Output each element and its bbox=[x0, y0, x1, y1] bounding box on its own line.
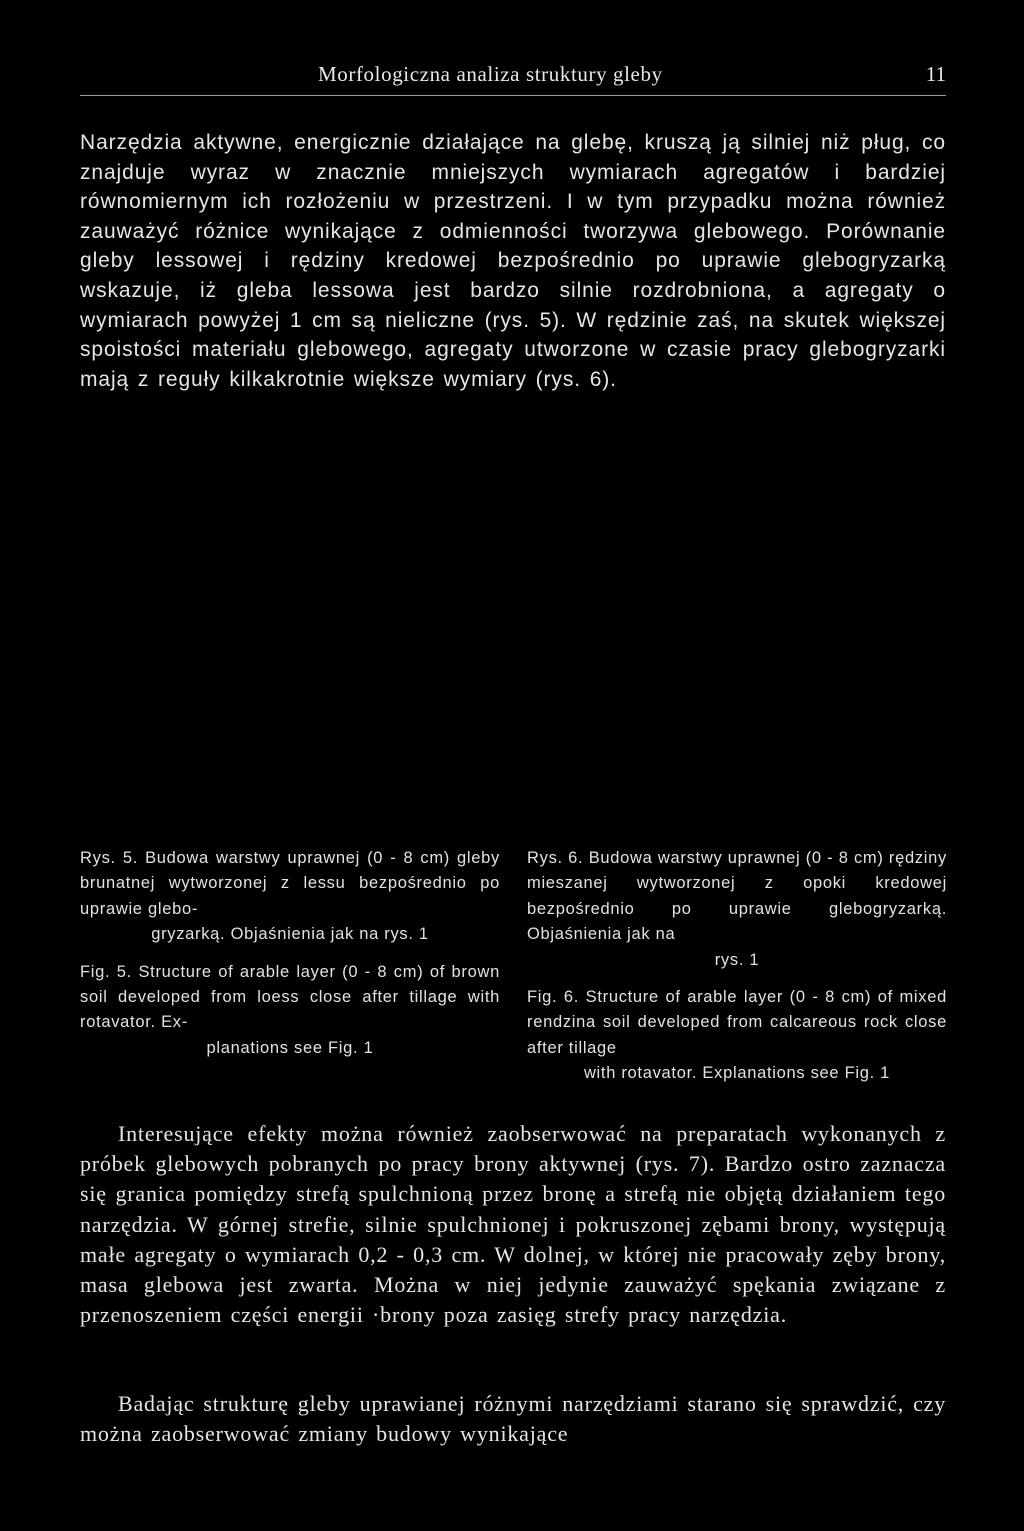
header-rule bbox=[80, 95, 946, 96]
caption-figure-6-english-text: Fig. 6. Structure of arable layer (0 - 8 cm) of mixed rendzina soil developed from calcareous rock close after tillage bbox=[527, 988, 947, 1057]
caption-figure-5 bbox=[80, 846, 500, 1073]
caption-figure-6-english-last-line: with rotavator. Explanations see Fig. 1 bbox=[583, 1064, 891, 1083]
caption-figure-5-english-last-line: planations see Fig. 1 bbox=[206, 1038, 374, 1057]
body-paragraph-3: Badając strukturę gleby uprawianej różnymi narzędziami starano się sprawdzić, czy można zaobserwować zmiany budowy wynikające bbox=[80, 1391, 946, 1447]
figure-photo-area bbox=[80, 462, 946, 832]
caption-figure-5-polish-text: Rys. 5. Budowa warstwy uprawnej (0 - 8 cm) gleby brunatnej wytworzonej z lessu bezpośrednio po uprawie glebo- bbox=[80, 849, 500, 918]
caption-figure-6-english bbox=[527, 985, 947, 1087]
caption-figure-5-polish-last-line: gryzarką. Objaśnienia jak na rys. 1 bbox=[151, 925, 429, 944]
caption-figure-6-polish bbox=[527, 846, 947, 973]
caption-figure-5-polish bbox=[80, 846, 500, 948]
caption-figure-5-english bbox=[80, 960, 500, 1062]
caption-figure-5-english-text: Fig. 5. Structure of arable layer (0 - 8 cm) of brown soil developed from loess close after tillage with rotavator. Ex- bbox=[80, 962, 500, 1032]
running-header-title: Morfologiczna analiza struktury gleby bbox=[318, 62, 663, 86]
caption-figure-6 bbox=[527, 846, 947, 1099]
body-paragraph-2: Interesujące efekty można również zaobserwować na preparatach wykonanych z próbek glebowych pobranych po pracy brony aktywnej (rys. 7). Bardzo ostro zaznacza się granica pomiędzy strefą spulchnioną przez bronę a strefą nie objętą działaniem tego narzędzia. W górnej strefie, silnie spulchnionej i pokruszonej zębami brony, występują małe agregaty o wymiarach 0,2 - 0,3 cm. W dolnej, w której nie pracowały zęby brony, masa glebowa jest zwarta. Można w niej jedynie zauważyć spękania związane z przenoszeniem części energii ·brony poza zasięg strefy pracy narzędzia. bbox=[80, 1121, 946, 1328]
page-number: 11 bbox=[925, 62, 946, 86]
running-header bbox=[80, 62, 946, 92]
caption-figure-6-polish-text: Rys. 6. Budowa warstwy uprawnej (0 - 8 cm) rędziny mieszanej wytworzonej z opoki kredowej bezpośrednio po uprawie glebogryzarką. Objaśnienia jak na bbox=[527, 849, 947, 944]
caption-figure-6-polish-last-line: rys. 1 bbox=[714, 950, 760, 969]
body-paragraph-1: Narzędzia aktywne, energicznie działające na glebę, kruszą ją silniej niż pług, co znajduje wyraz w znacznie mniejszych wymiarach agregatów i bardziej równomiernym ich rozłożeniu w przestrzeni. I w tym przypadku można również zauważyć różnice wynikające z odmienności tworzywa glebowego. Porównanie gleby lessowej i rędziny kredowej bezpośrednio po uprawie glebogryzarką wskazuje, iż gleba lessowa jest bardzo silnie rozdrobniona, a agregaty o wymiarach powyżej 1 cm są nieliczne (rys. 5). W rędzinie zaś, na skutek większej spoistości materiału glebowego, agregaty utworzone w czasie pracy glebogryzarki mają z reguły kilkakrotnie większe wymiary (rys. 6). bbox=[80, 131, 946, 391]
